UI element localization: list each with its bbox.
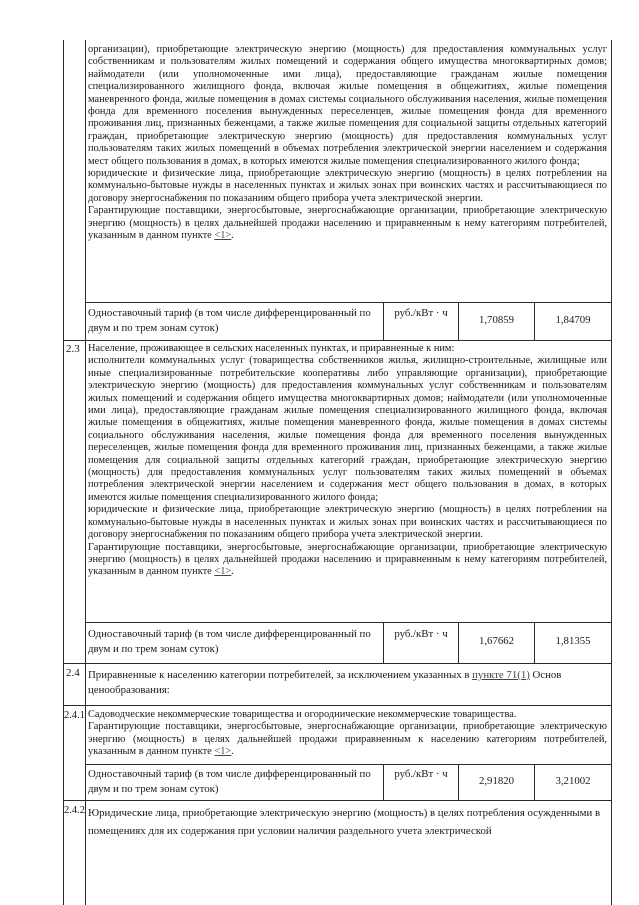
row-2-4-1-text [88,709,607,759]
paragraph: Население, проживающее в сельских населенных пунктах, и приравненные к ним: [88,343,455,354]
paragraph: исполнители коммунальных услуг (товарищества собственников жилья, жилищно-строительные, жилищные или иные специализированные потребительские кооперативы либо управляющие организации), приобретающие электрическую энергию (мощность) для предоставления коммунальных услуг собственникам и пользователям жилых помещений и содержания общего имущества многоквартирных домов; наймодатели (или уполномоченные ими лица), предоставляющие гражданам жилые помещения специализированного жилищного фонда, включая жилые помещения в общежитиях, жилые помещения маневренного фонда, жилые помещения в домах системы социального обслуживания населения, жилые помещения фонда для временного поселения вынужденных переселенцев, жилые помещения фонда для временного проживания лиц, признанных беженцами, а также жилые помещения для социальной защиты отдельных категорий граждан, приобретающие электрическую энергию (мощность) для предоставления коммунальных услуг пользователям таких жилых помещений в объемах потребления электрической энергии населением и содержания мест общего пользования в домах, в которых имеются жилые помещения специализированного жилого фонда; [88,355,607,503]
paragraph: Гарантирующие поставщики, энергосбытовые, энергоснабжающие организации, приобретающие электрическую энергию (мощность) в целях дальнейшей продажи населению и приравненным к нему категориям потребителей, указанным в данном пункте <1>. [88,541,607,578]
row-2-4-text: Приравненные к населению категории потребителей, за исключением указанных в пункте 71(1) Основ ценообразования: [88,669,562,696]
footnote-link[interactable]: <1> [214,746,232,758]
row-2-3-text [88,343,607,579]
row-number: 2.4.1 [64,710,85,721]
row-number: 2.4.2 [64,805,85,816]
tariff-label: Одноставочный тариф (в том числе дифференцированный по двум и по трем зонам суток) [88,307,371,334]
table-right-border [611,40,612,905]
tariff-value-1: 2,91820 [478,775,515,787]
row-number: 2.3 [66,343,80,355]
footnote-link[interactable]: <1> [214,230,232,242]
tariff-unit: руб./кВт · ч [394,768,448,780]
row-divider [63,800,611,801]
tariff-label: Одноставочный тариф (в том числе дифференцированный по двум и по трем зонам суток) [88,768,371,795]
continuation-text-block [88,44,607,243]
row-number: 2.4 [66,667,80,679]
tariff-row-top [85,302,611,303]
num-column-divider [85,40,86,905]
paragraph: Гарантирующие поставщики, энергосбытовые, энергоснабжающие организации, приобретающие электрическую энергию (мощность) в целях дальнейшей продажи населению и приравненным к нему категориям потребителей, указанным в данном пункте <1>. [88,205,607,242]
paragraph: Садоводческие некоммерческие товарищества и огороднические некоммерческие товарищества. [88,709,517,720]
tariff-value-1: 1,67662 [478,635,515,647]
footnote-link[interactable]: <1> [214,566,232,578]
tariff-unit: руб./кВт · ч [394,628,448,640]
tariff-label: Одноставочный тариф (в том числе дифференцированный по двум и по трем зонам суток) [88,628,371,655]
row-2-4-2-text: Юридические лица, приобретающие электрическую энергию (мощность) в целях потребления осужденными в помещениях для их содержания при условии наличия раздельного учета электрической [88,807,601,837]
paragraph: Гарантирующие поставщики, энергосбытовые, энергоснабжающие организации, приобретающие электрическую энергию (мощность) в целях дальнейшей продажи приравненным к населению категориям потребителей, указанным в данном пункте <1>. [88,721,607,758]
paragraph: юридические и физические лица, приобретающие электрическую энергию (мощность) в целях потребления на коммунально-бытовые нужды в населенных пунктах и жилых зонах при воинских частях и рассчитывающиеся по договору энергоснабжения по показаниям общего прибора учета электрической энергии. [88,168,607,204]
tariff-value-2: 1,84709 [555,314,591,326]
paragraph: организации), приобретающие электрическую энергию (мощность) для предоставления коммунальных услуг собственникам и пользователям жилых помещений и содержания общего имущества многоквартирных домов; наймодатели (или уполномоченные ими лица), предоставляющие гражданам жилые помещения специализированного жилищного фонда, включая жилые помещения в общежитиях, жилые помещения маневренного фонда, жилые помещения в домах системы социального обслуживания населения, жилые помещения фонда для временного поселения вынужденных переселенцев, жилые помещения фонда для временного проживания лиц, признанных беженцами, а также жилые помещения для социальной защиты отдельных категорий граждан, приобретающие электрическую энергию (мощность) для предоставления коммунальных услуг пользователям таких жилых помещений в объемах потребления электрической энергии населением и содержания мест общего пользования в домах, в которых имеются жилые помещения специализированного жилого фонда; [88,44,607,167]
paragraph: юридические и физические лица, приобретающие электрическую энергию (мощность) в целях потребления на коммунально-бытовые нужды в населенных пунктах и жилых зонах при воинских частях и рассчитывающиеся по договору энергоснабжения по показаниям общего прибора учета электрической энергии. [88,504,607,541]
tariff-row-top [85,764,611,765]
tariff-row-top [85,622,611,623]
row-divider [63,705,611,706]
tariff-value-2: 1,81355 [555,635,591,647]
tariff-unit: руб./кВт · ч [394,307,448,319]
tariff-value-2: 3,21002 [555,775,591,787]
article-link[interactable]: пункте 71(1) [472,669,530,681]
tariff-value-1: 1,70859 [478,314,515,326]
row-divider [63,663,611,664]
row-divider [63,340,611,341]
table-left-border [63,40,64,905]
